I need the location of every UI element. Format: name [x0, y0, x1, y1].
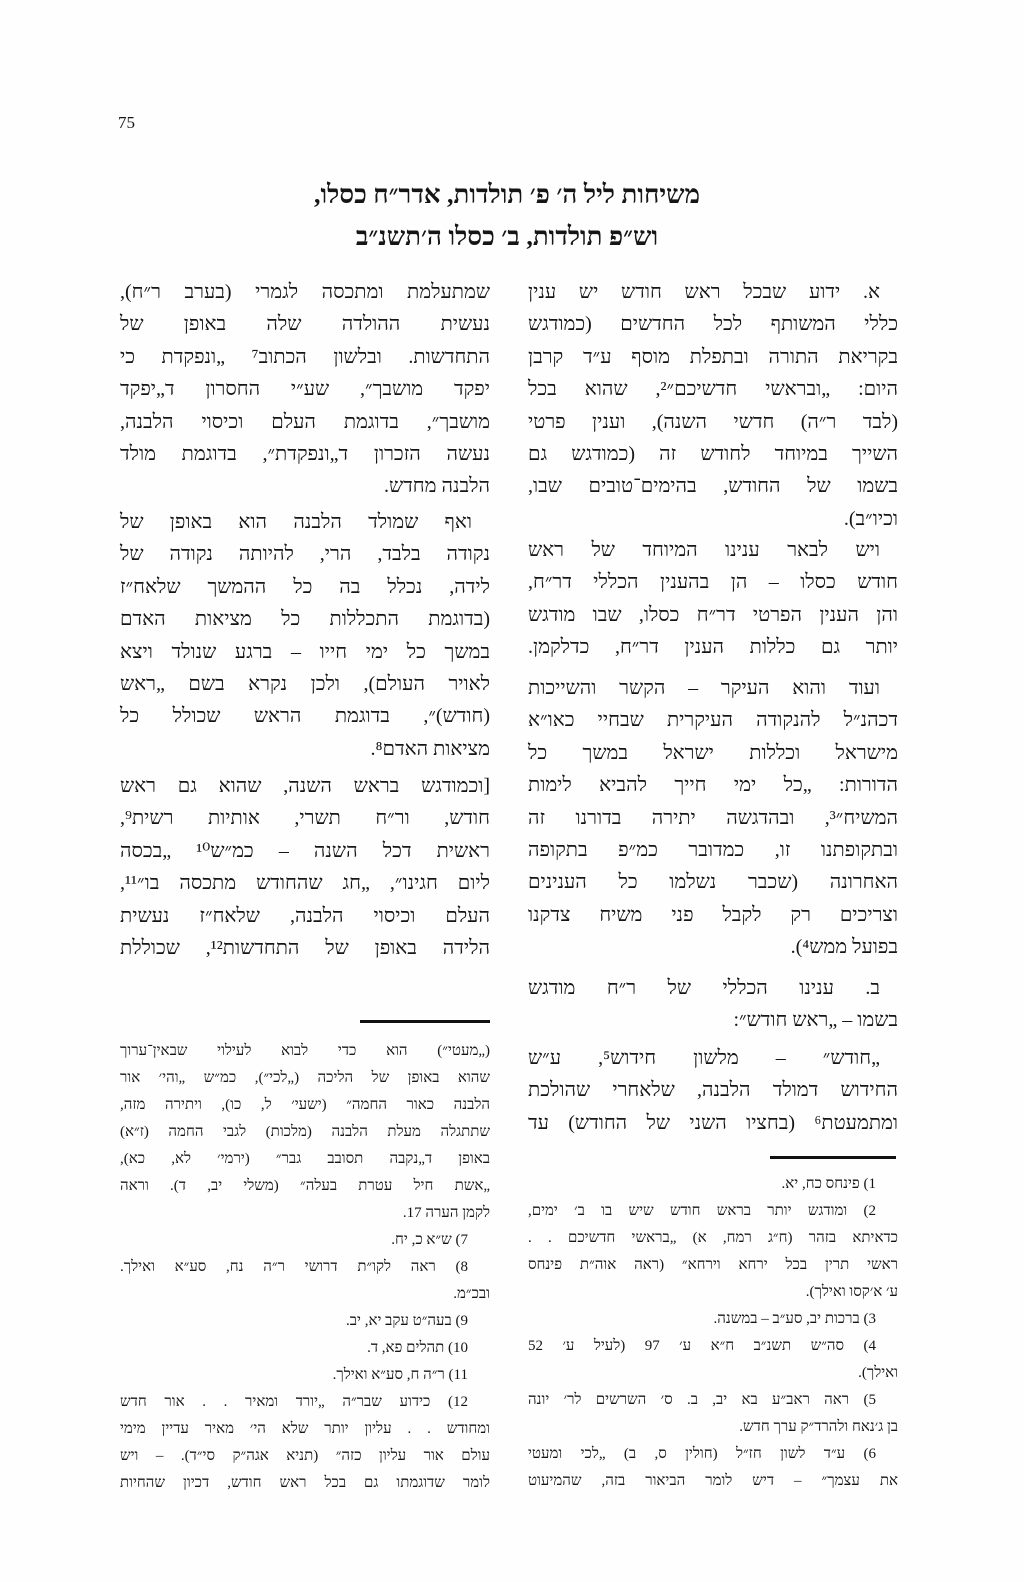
title-line: וש״פ תולדות, ב׳ כסלו ה׳תשנ״ב [355, 222, 659, 251]
footnote-line: כדאיתא בזהר (ח״ג רמח, א) „בראשי חדשיכם . . [528, 1230, 898, 1246]
paragraph [528, 1042, 898, 1139]
footnote-line: לומר שדוגמתו גם בכל ראש חודש, דכיון שהחיות [120, 1475, 490, 1491]
footnote-line: עולם אור עליון כזה״ (תניא אגה״ק סי״ד). – ויש [120, 1448, 490, 1464]
body-line: בשמו – „ראש חודש״: [733, 1009, 898, 1032]
footnote-line: ובכ״מ. [453, 1286, 490, 1302]
paragraph [528, 672, 898, 964]
body-line: הדורות: „כל ימי חייך להביא לימות [528, 774, 898, 797]
footnote-line: ומחודש . . עליון יותר שלא הי׳ מאיר עדיין מימי [120, 1421, 490, 1437]
footnote-line: 1) פינחס כח, יא. [781, 1176, 876, 1192]
footnote-line: באופן ד„נקבה תסובב גבר״ (ירמי׳ לא, כא), [120, 1151, 490, 1167]
body-line: א. ידוע שבכל ראש חודש יש ענין [528, 281, 880, 303]
body-line: לאויר העולם), ולכן נקרא בשם „ראש [120, 672, 490, 695]
body-line: [וכמודגש בראש השנה, שהוא גם ראש [120, 775, 490, 797]
footnote-line: את עצמך״ – דיש לומר הביאור בזה, שהמיעוט [528, 1473, 898, 1489]
footnote-line: 9) בעה״ט עקב יא, יב. [346, 1313, 468, 1329]
body-line: יותר גם כללות הענין דר״ח, כדלקמן. [528, 636, 898, 659]
footnote-line: „אשת חיל עטרת בעלה״ (משלי יב, ד). וראה [120, 1178, 490, 1194]
paragraph [120, 770, 490, 964]
footnote-line: ראשי תרין בכל ירחא וירחא״ (ראה אוה״ת פינחס [528, 1257, 898, 1273]
body-line: העלם וכיסוי הלבנה, שלאח״ז נעשית [120, 904, 490, 927]
body-line: מושבך״, בדוגמת העלם וכיסוי הלבנה, [120, 410, 490, 433]
body-line: בקריאת התורה ובתפלת מוסף ע״ד קרבן [528, 345, 898, 368]
chapter-title [107, 174, 907, 258]
body-line: מציאות האדם⁸. [370, 737, 490, 760]
paragraph [528, 534, 898, 664]
title-line: משיחות ליל ה׳ פ׳ תולדות, אדר״ח כסלו, [313, 180, 700, 209]
body-line: האחרונה (שכבר נשלמו כל הענינים [528, 871, 898, 894]
footnote-line: שתתגלה מעלת הלבנה (מלכות) לגבי החמה (ז״א) [120, 1124, 490, 1140]
footnotes [528, 1171, 898, 1495]
body-line: (חודש)״, בדוגמת הראש שכולל כל [120, 705, 490, 728]
body-line: התחדשות. ובלשון הכתוב⁷ „ונפקדת כי [120, 345, 490, 368]
paragraph [528, 276, 898, 535]
paragraph [528, 972, 898, 1037]
footnotes [120, 1038, 490, 1497]
body-line: הלבנה מחדש. [384, 475, 490, 498]
footnote-line: לקמן הערה 17. [402, 1205, 490, 1221]
footnote-line: 7) ש״א כ, יח. [391, 1232, 468, 1248]
body-line: ראשית דכל השנה – כמ״ש¹⁰ „בכסה [120, 839, 491, 862]
footnote-line: 5) ראה ראב״ע בא יב, ב. ס׳ השרשים לר׳ יונה [528, 1392, 876, 1408]
body-line: דכהנ״ל להנקודה העיקרית שבחיי כאו״א [528, 709, 898, 732]
footnote-line: 11) ר״ה ח, סע״א ואילך. [332, 1367, 468, 1383]
footnote-divider [770, 1156, 896, 1159]
body-line: לידה, נכלל בה כל ההמשך שלאח״ז [120, 575, 490, 598]
body-line: (לבד ר״ה) חדשי השנה), וענין פרטי [528, 410, 898, 433]
body-line: בשמו של החודש, בהימים־טובים שבו, [528, 475, 898, 498]
footnote-line: („מעטי״) הוא כדי לבוא לעילוי שבאין־ערוך [120, 1043, 490, 1059]
body-line: (בדוגמת התכללות כל מציאות האדם [120, 608, 490, 631]
footnote-line: 8) ראה לקו״ת דרושי ר״ה נח, סע״א ואילך. [120, 1259, 468, 1275]
body-line: ומתמעטת⁶ (בחציו השני של החודש) עד [528, 1111, 898, 1134]
body-line: שמתעלמת ומתכסה לגמרי (בערב ר״ח), [120, 281, 490, 303]
page-number: 75 [118, 113, 135, 132]
body-line: הלידה באופן של התחדשות¹², שכוללת [120, 936, 490, 959]
footnote-line: 12) כידוע שבר״ה „יורד ומאיר . . אור חדש [120, 1394, 468, 1410]
body-line: נקודה בלבד, הרי, להיותה נקודה של [120, 543, 490, 566]
body-line: בפועל ממש⁴). [790, 936, 898, 959]
footnote-line: ע׳ א׳קסו ואילך). [805, 1284, 898, 1300]
body-line: המשיח״³, ובהדגשה יתירה בדורנו זה [528, 806, 898, 829]
body-line: במשך כל ימי חייו – ברגע שנולד ויצא [120, 640, 490, 663]
body-line: נעשית ההולדה שלה באופן של [120, 313, 490, 336]
body-line: מישראל וכללות ישראל במשך כל [528, 741, 898, 764]
footnote-line: 3) ברכות יב, סע״ב – במשנה. [713, 1311, 876, 1327]
paragraph [120, 506, 490, 765]
footnote-line: 6) ע״ד לשון חז״ל (חולין ס, ב) „לכי ומעטי [528, 1446, 876, 1462]
body-line: וכיו״ב). [843, 507, 898, 530]
body-line: כללי המשותף לכל החדשים (כמודגש [528, 313, 898, 336]
body-line: יפקד מושבך״, שע״י החסרון ד„יפקד [120, 378, 490, 401]
footnote-divider [360, 1020, 490, 1023]
footnote-line: בן ג׳נאח ולהרד״ק ערך חדש. [739, 1419, 898, 1435]
body-line: חודש כסלו – הן בהענין הכללי דר״ח, [528, 571, 898, 594]
body-line: ואף שמולד הלבנה הוא באופן של [120, 511, 472, 533]
footnote-line: הלבנה כאור החמה״ (ישעי׳ ל, כו), ויתירה מזה, [120, 1097, 490, 1113]
body-line: השייך במיוחד לחודש זה (כמודגש גם [528, 442, 898, 465]
body-line: היום: „ובראשי חדשיכם״², שהוא בכל [528, 378, 898, 401]
footnote-line: ואילך). [858, 1365, 898, 1381]
body-line: נעשה הזכרון ד„ונפקדת״, בדוגמת מולד [120, 442, 490, 465]
body-line: וצריכים רק לקבל פני משיח צדקנו [528, 903, 898, 926]
body-line: חודש, ור״ח תשרי, אותיות רשית⁹, [120, 807, 490, 830]
body-line: ועוד והוא העיקר – הקשר והשייכות [528, 677, 880, 699]
paragraph [120, 276, 490, 503]
footnote-line: שהוא באופן של הליכה („לכי״), כמ״ש „והי׳ אור [120, 1070, 490, 1086]
footnote-line: 4) סה״ש תשנ״ב ח״א ע׳ 97 (לעיל ע׳ 52 [528, 1338, 877, 1354]
body-line: ויש לבאר ענינו המיוחד של ראש [528, 539, 880, 561]
body-line: ליום חגינו״, „חג שהחודש מתכסה בו״¹¹, [120, 872, 490, 895]
footnote-line: 10) תהלים פא, ד. [367, 1340, 468, 1356]
body-line: החידוש דמולד הלבנה, שלאחרי שהולכת [528, 1079, 898, 1102]
body-line: ובתקופתנו זו, כמדובר כמ״פ בתקופה [528, 838, 898, 861]
body-line: „חודש״ – מלשון חידוש⁵, ע״ש [528, 1047, 880, 1069]
body-line: ב. ענינו הכללי של ר״ח מודגש [528, 977, 880, 999]
body-line: והן הענין הפרטי דר״ח כסלו, שבו מודגש [528, 603, 898, 626]
footnote-line: 2) ומודגש יותר בראש חודש שיש בו ב׳ ימים, [528, 1203, 876, 1219]
